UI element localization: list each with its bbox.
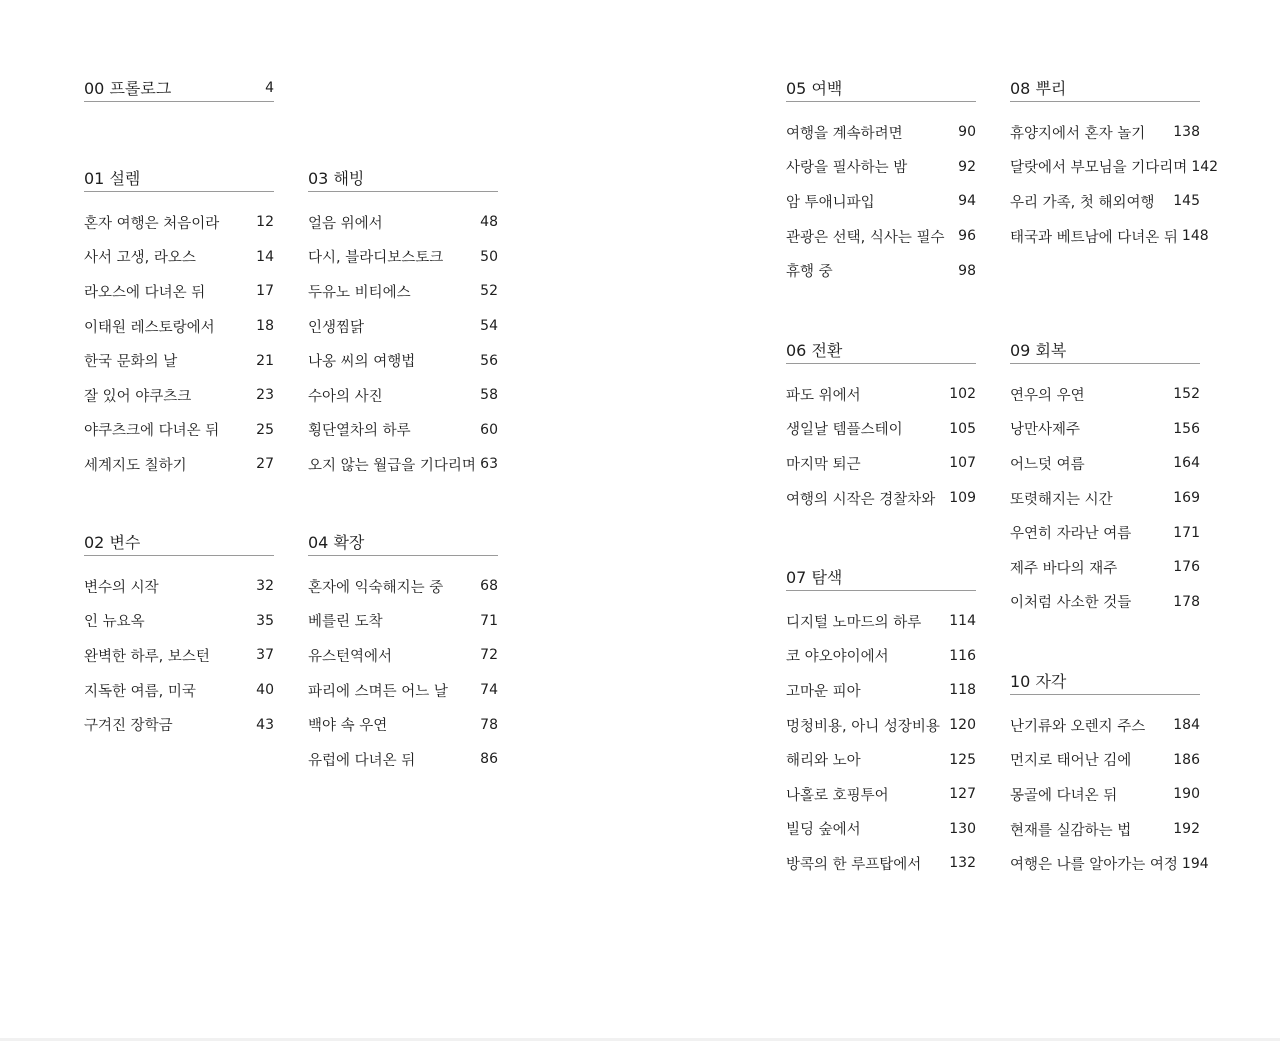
- chapter-entry[interactable]: [786, 219, 976, 254]
- chapter-entry[interactable]: [1010, 150, 1219, 185]
- chapter-entry[interactable]: [84, 205, 274, 240]
- chapter-entry[interactable]: [84, 707, 274, 742]
- chapter-entry[interactable]: [308, 447, 498, 482]
- chapter-page: 78: [480, 716, 498, 733]
- chapter-page: 178: [1173, 593, 1200, 610]
- section-heading[interactable]: [84, 164, 274, 192]
- chapter-entry[interactable]: [84, 343, 274, 378]
- chapter-title: 빌딩 숲에서: [786, 822, 861, 839]
- chapter-page: 37: [256, 647, 274, 664]
- chapter-page: 130: [949, 820, 976, 837]
- chapter-title: 나옹 씨의 여행법: [308, 354, 416, 371]
- chapter-entry[interactable]: [308, 274, 498, 309]
- chapter-title: 구겨진 장학금: [84, 718, 173, 735]
- section-title: 07 탐색: [786, 568, 843, 587]
- chapter-list: [308, 569, 498, 777]
- chapter-page: 63: [480, 456, 498, 473]
- chapter-page: 92: [958, 158, 976, 175]
- chapter-title: 제주 바다의 재주: [1010, 560, 1118, 577]
- chapter-entry[interactable]: [84, 378, 274, 413]
- section-title: 08 뿌리: [1010, 79, 1067, 98]
- chapter-title: 현재를 실감하는 법: [1010, 822, 1132, 839]
- toc-section: [786, 563, 976, 881]
- chapter-list: [786, 604, 976, 881]
- chapter-entry[interactable]: [84, 309, 274, 344]
- chapter-list: [786, 377, 976, 515]
- chapter-title: 나홀로 호핑투어: [786, 787, 889, 804]
- chapter-page: 72: [480, 647, 498, 664]
- chapter-page: 48: [480, 214, 498, 231]
- chapter-title: 우리 가족, 첫 해외여행: [1010, 194, 1155, 211]
- chapter-entry[interactable]: [84, 604, 274, 639]
- chapter-title: 또렷해지는 시간: [1010, 491, 1113, 508]
- chapter-page: 142: [1191, 158, 1219, 175]
- chapter-title: 혼자에 익숙해지는 중: [308, 579, 444, 596]
- chapter-page: 192: [1173, 821, 1200, 838]
- chapter-page: 43: [256, 716, 274, 733]
- chapter-entry[interactable]: [786, 846, 976, 881]
- chapter-page: 14: [256, 248, 274, 265]
- chapter-title: 휴양지에서 혼자 놀기: [1010, 125, 1146, 142]
- chapter-entry[interactable]: [786, 777, 976, 812]
- section-title: 04 확장: [308, 533, 365, 552]
- chapter-entry[interactable]: [786, 115, 976, 150]
- chapter-page: 25: [256, 421, 274, 438]
- chapter-entry[interactable]: [1010, 481, 1200, 516]
- chapter-title: 고마운 피아: [786, 683, 861, 700]
- chapter-title: 암 투애니파입: [786, 194, 875, 211]
- chapter-title: 오지 않는 월급을 기다리며: [308, 457, 476, 474]
- chapter-page: 118: [949, 682, 976, 699]
- chapter-entry[interactable]: [1010, 115, 1200, 150]
- toc-section: [308, 528, 498, 777]
- chapter-page: 164: [1173, 455, 1200, 472]
- chapter-entry[interactable]: [308, 707, 498, 742]
- chapter-title: 혼자 여행은 처음이라: [84, 215, 220, 232]
- chapter-title: 여행의 시작은 경찰차와: [786, 491, 936, 508]
- chapter-page: 12: [256, 214, 274, 231]
- section-title: 01 설렘: [84, 169, 141, 188]
- chapter-title: 어느덧 여름: [1010, 456, 1085, 473]
- chapter-page: 152: [1173, 386, 1200, 403]
- chapter-title: 완벽한 하루, 보스턴: [84, 648, 210, 665]
- chapter-title: 사랑을 필사하는 밤: [786, 160, 908, 177]
- chapter-page: 145: [1173, 193, 1200, 210]
- chapter-entry[interactable]: [1010, 446, 1200, 481]
- chapter-page: 71: [480, 612, 498, 629]
- toc-section: [786, 74, 976, 288]
- chapter-page: 60: [480, 421, 498, 438]
- chapter-title: 잘 있어 야쿠츠크: [84, 388, 192, 405]
- chapter-page: 105: [949, 420, 976, 437]
- chapter-entry[interactable]: [786, 412, 976, 447]
- chapter-title: 유스턴역에서: [308, 648, 393, 665]
- chapter-title: 횡단열차의 하루: [308, 423, 411, 440]
- chapter-page: 114: [949, 613, 976, 630]
- chapter-page: 156: [1173, 420, 1200, 437]
- toc-section: [786, 336, 976, 515]
- chapter-list: [84, 205, 274, 482]
- section-heading[interactable]: [84, 74, 274, 102]
- chapter-entry[interactable]: [786, 481, 976, 516]
- chapter-list: [1010, 377, 1200, 619]
- chapter-title: 라오스에 다녀온 뒤: [84, 284, 206, 301]
- chapter-list: [786, 115, 976, 288]
- chapter-title: 베를린 도착: [308, 614, 383, 631]
- chapter-title: 다시, 블라디보스토크: [308, 250, 444, 267]
- chapter-title: 생일날 템플스테이: [786, 422, 903, 439]
- chapter-entry[interactable]: [308, 604, 498, 639]
- section-title: 00 프롤로그: [84, 79, 172, 98]
- chapter-entry[interactable]: [84, 240, 274, 275]
- section-page: 4: [265, 79, 274, 96]
- chapter-list: [1010, 708, 1209, 881]
- toc-section: [84, 164, 274, 482]
- chapter-entry[interactable]: [786, 184, 976, 219]
- chapter-title: 사서 고생, 라오스: [84, 250, 196, 267]
- chapter-page: 169: [1173, 490, 1200, 507]
- toc-section: [84, 528, 274, 742]
- chapter-entry[interactable]: [1010, 812, 1200, 847]
- chapter-title: 달랏에서 부모님을 기다리며: [1010, 160, 1188, 177]
- chapter-entry[interactable]: [786, 604, 976, 639]
- chapter-entry[interactable]: [308, 205, 498, 240]
- chapter-title: 멍청비용, 아니 성장비용: [786, 718, 940, 735]
- section-title: 05 여백: [786, 79, 843, 98]
- chapter-entry[interactable]: [1010, 743, 1200, 778]
- chapter-entry[interactable]: [308, 343, 498, 378]
- chapter-title: 해리와 노아: [786, 753, 861, 770]
- section-title: 02 변수: [84, 533, 141, 552]
- chapter-page: 90: [958, 124, 976, 141]
- chapter-entry[interactable]: [308, 638, 498, 673]
- chapter-entry[interactable]: [308, 413, 498, 448]
- chapter-entry[interactable]: [84, 638, 274, 673]
- chapter-page: 21: [256, 352, 274, 369]
- chapter-title: 두유노 비티에스: [308, 284, 411, 301]
- toc-section: [1010, 336, 1200, 619]
- chapter-list: [84, 569, 274, 742]
- chapter-entry[interactable]: [786, 150, 976, 185]
- chapter-page: 86: [480, 751, 498, 768]
- chapter-page: 54: [480, 318, 498, 335]
- section-title: 06 전환: [786, 341, 843, 360]
- chapter-page: 107: [949, 455, 976, 472]
- chapter-page: 74: [480, 682, 498, 699]
- section-heading[interactable]: [1010, 336, 1200, 364]
- chapter-page: 116: [949, 647, 976, 664]
- chapter-page: 184: [1173, 717, 1200, 734]
- chapter-entry[interactable]: [1010, 777, 1200, 812]
- chapter-entry[interactable]: [786, 377, 976, 412]
- chapter-title: 방콕의 한 루프탑에서: [786, 856, 922, 873]
- chapter-entry[interactable]: [786, 253, 976, 288]
- chapter-title: 수아의 사진: [308, 388, 383, 405]
- chapter-page: 52: [480, 283, 498, 300]
- chapter-entry[interactable]: [308, 569, 498, 604]
- chapter-page: 56: [480, 352, 498, 369]
- chapter-title: 백야 속 우연: [308, 718, 388, 735]
- section-heading[interactable]: [1010, 667, 1200, 695]
- chapter-page: 102: [949, 386, 976, 403]
- chapter-page: 96: [958, 228, 976, 245]
- chapter-page: 27: [256, 456, 274, 473]
- chapter-entry[interactable]: [1010, 377, 1200, 412]
- chapter-entry[interactable]: [786, 708, 976, 743]
- chapter-page: 127: [949, 786, 976, 803]
- chapter-list: [1010, 115, 1219, 253]
- chapter-title: 우연히 자라난 여름: [1010, 526, 1132, 543]
- chapter-entry[interactable]: [84, 673, 274, 708]
- section-heading[interactable]: [84, 528, 274, 556]
- section-title: 09 회복: [1010, 341, 1067, 360]
- chapter-list: [308, 205, 498, 482]
- chapter-entry[interactable]: [1010, 585, 1200, 620]
- chapter-title: 유럽에 다녀온 뒤: [308, 752, 416, 769]
- chapter-page: 32: [256, 578, 274, 595]
- chapter-title: 몽골에 다녀온 뒤: [1010, 787, 1118, 804]
- chapter-page: 109: [949, 490, 976, 507]
- chapter-entry[interactable]: [1010, 550, 1200, 585]
- chapter-entry[interactable]: [786, 639, 976, 674]
- chapter-page: 171: [1173, 524, 1200, 541]
- chapter-title: 이태원 레스토랑에서: [84, 319, 215, 336]
- toc-section: [308, 164, 498, 482]
- chapter-page: 35: [256, 612, 274, 629]
- chapter-title: 얼음 위에서: [308, 215, 383, 232]
- chapter-title: 여행을 계속하려면: [786, 125, 903, 142]
- section-title: 10 자각: [1010, 672, 1067, 691]
- chapter-page: 148: [1181, 228, 1209, 245]
- chapter-page: 18: [256, 318, 274, 335]
- chapter-entry[interactable]: [308, 673, 498, 708]
- section-heading[interactable]: [786, 74, 976, 102]
- chapter-entry[interactable]: [786, 812, 976, 847]
- section-heading[interactable]: [786, 563, 976, 591]
- chapter-page: 120: [949, 717, 976, 734]
- chapter-entry[interactable]: [786, 742, 976, 777]
- chapter-page: 190: [1173, 786, 1200, 803]
- chapter-page: 68: [480, 578, 498, 595]
- chapter-title: 파리에 스며든 어느 날: [308, 683, 448, 700]
- chapter-entry[interactable]: [1010, 708, 1200, 743]
- chapter-title: 한국 문화의 날: [84, 354, 178, 371]
- chapter-entry[interactable]: [84, 447, 274, 482]
- section-heading[interactable]: [1010, 74, 1200, 102]
- chapter-entry[interactable]: [1010, 846, 1209, 881]
- toc-section: [1010, 667, 1209, 881]
- section-title: 03 해빙: [308, 169, 365, 188]
- chapter-entry[interactable]: [786, 673, 976, 708]
- chapter-title: 야쿠츠크에 다녀온 뒤: [84, 423, 220, 440]
- chapter-title: 변수의 시작: [84, 579, 159, 596]
- chapter-title: 먼지로 태어난 김에: [1010, 753, 1132, 770]
- chapter-page: 186: [1173, 751, 1200, 768]
- chapter-page: 58: [480, 387, 498, 404]
- chapter-title: 파도 위에서: [786, 387, 861, 404]
- chapter-title: 지독한 여름, 미국: [84, 683, 196, 700]
- chapter-page: 40: [256, 682, 274, 699]
- chapter-page: 138: [1173, 124, 1200, 141]
- chapter-title: 연우의 우연: [1010, 387, 1085, 404]
- section-heading[interactable]: [786, 336, 976, 364]
- chapter-title: 여행은 나를 알아가는 여정: [1010, 857, 1178, 874]
- chapter-page: 132: [949, 855, 976, 872]
- chapter-entry[interactable]: [84, 569, 274, 604]
- chapter-entry[interactable]: [1010, 412, 1200, 447]
- chapter-entry[interactable]: [308, 309, 498, 344]
- chapter-entry[interactable]: [1010, 515, 1200, 550]
- toc-section: [1010, 74, 1219, 253]
- section-heading[interactable]: [308, 528, 498, 556]
- chapter-title: 난기류와 오렌지 주스: [1010, 718, 1146, 735]
- chapter-page: 17: [256, 283, 274, 300]
- chapter-page: 176: [1173, 559, 1200, 576]
- chapter-title: 휴행 중: [786, 264, 833, 281]
- chapter-entry[interactable]: [84, 413, 274, 448]
- chapter-title: 낭만사제주: [1010, 422, 1081, 439]
- chapter-entry[interactable]: [1010, 184, 1200, 219]
- chapter-entry[interactable]: [1010, 219, 1209, 254]
- toc-section: [84, 74, 274, 102]
- chapter-page: 98: [958, 262, 976, 279]
- chapter-title: 관광은 선택, 식사는 필수: [786, 229, 945, 246]
- chapter-page: 94: [958, 193, 976, 210]
- chapter-entry[interactable]: [308, 240, 498, 275]
- chapter-title: 세계지도 칠하기: [84, 457, 187, 474]
- chapter-page: 50: [480, 248, 498, 265]
- chapter-title: 마지막 퇴근: [786, 456, 861, 473]
- chapter-title: 인 뉴요옥: [84, 614, 145, 631]
- chapter-title: 코 야오야이에서: [786, 649, 889, 666]
- chapter-entry[interactable]: [308, 378, 498, 413]
- chapter-title: 이처럼 사소한 것들: [1010, 595, 1132, 612]
- chapter-title: 디지털 노마드의 하루: [786, 614, 922, 631]
- chapter-page: 125: [949, 751, 976, 768]
- chapter-title: 인생찜닭: [308, 319, 365, 336]
- section-heading[interactable]: [308, 164, 498, 192]
- chapter-page: 194: [1181, 855, 1209, 872]
- chapter-entry[interactable]: [308, 742, 498, 777]
- chapter-entry[interactable]: [786, 446, 976, 481]
- chapter-page: 23: [256, 387, 274, 404]
- chapter-title: 태국과 베트남에 다녀온 뒤: [1010, 229, 1178, 246]
- chapter-entry[interactable]: [84, 274, 274, 309]
